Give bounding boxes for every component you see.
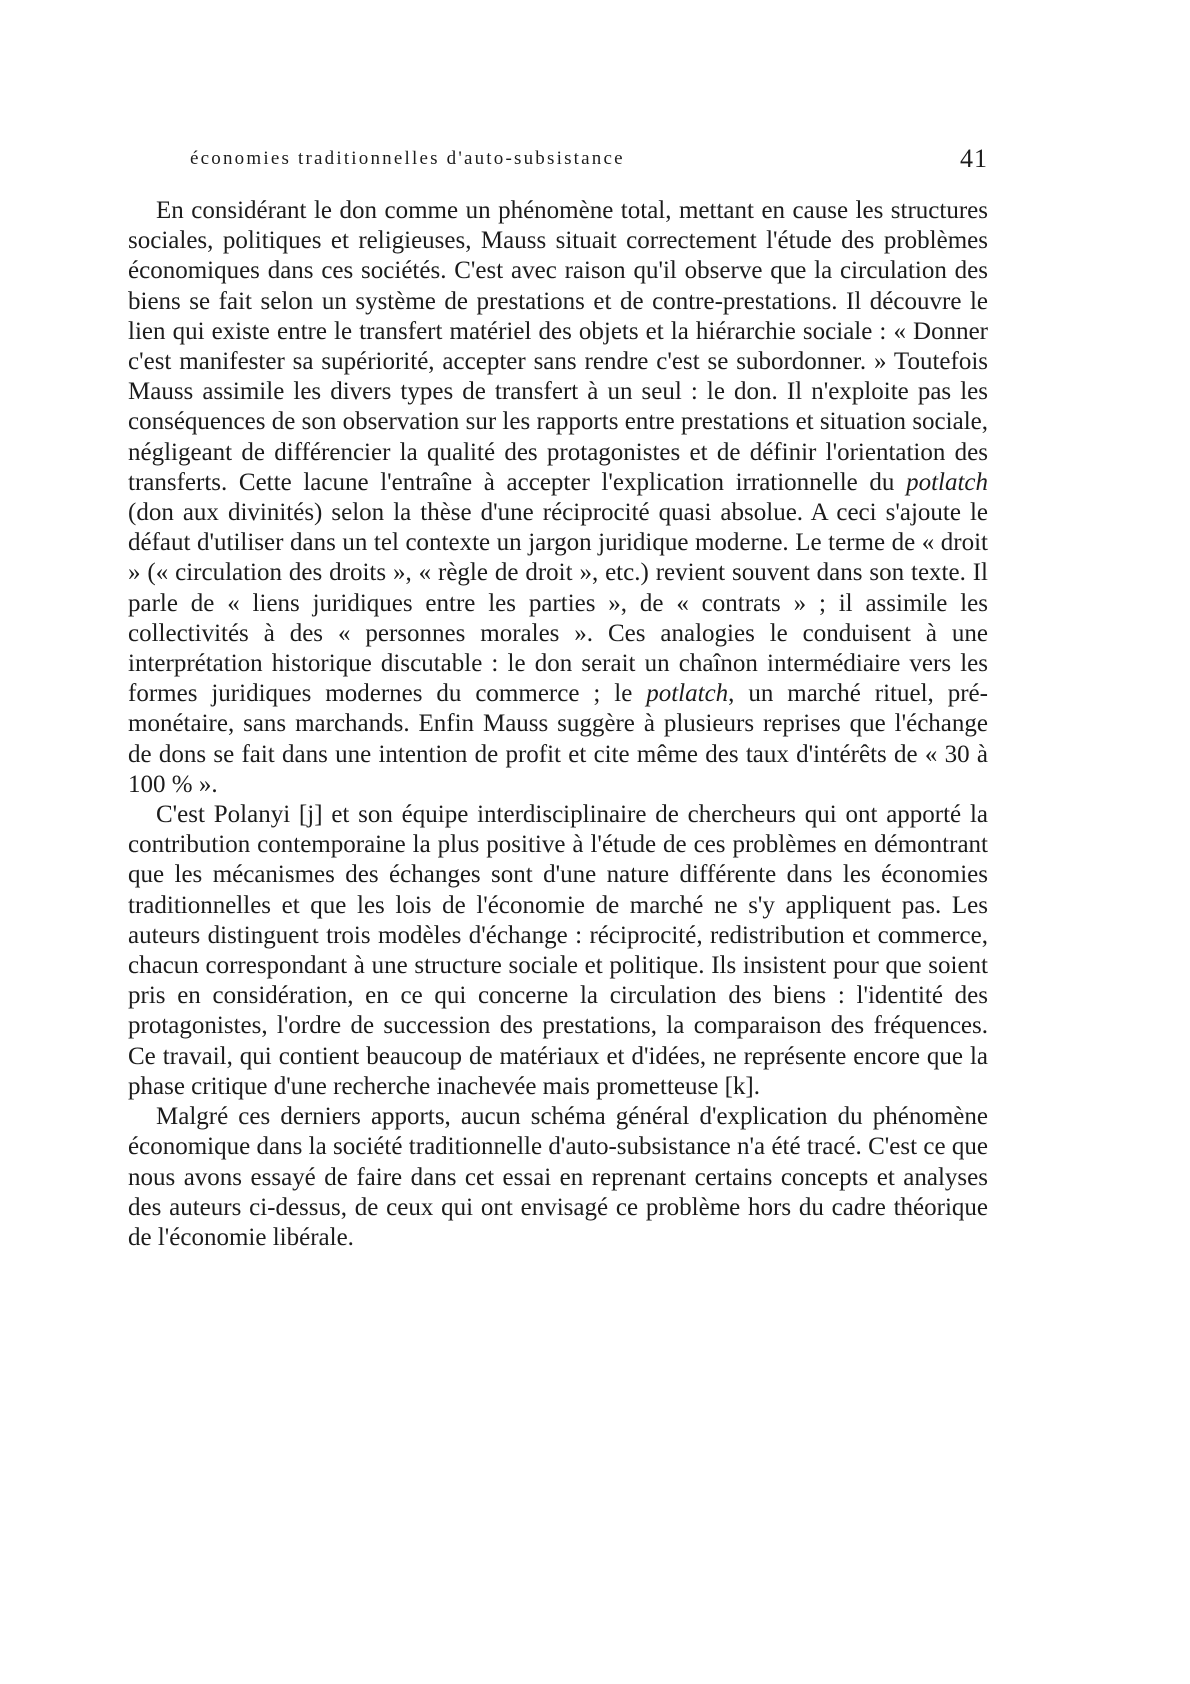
- running-title: économies traditionnelles d'auto-subsistance: [190, 148, 625, 169]
- italic-term-potlatch: potlatch: [646, 680, 729, 708]
- paragraph-2: C'est Polanyi [j] et son équipe interdisciplinaire de chercheurs qui ont apporté la contribution contemporaine la plus positive à l'étude de ces problèmes en démontrant que les mécanismes des échanges sont d'une nature différente dans les économies traditionnelles et que les lois de l'économie de marché ne s'y appliquent pas. Les auteurs distinguent trois modèles d'échange : réciprocité, redistribution et commerce, chacun correspondant à une structure sociale et politique. Ils insistent pour que soient pris en considération, en ce qui concerne la circulation des biens : l'identité des protagonistes, l'ordre de succession des prestations, la comparaison des fréquences. Ce travail, qui contient beaucoup de matériaux et d'idées, ne représente encore que la phase critique d'une recherche inachevée mais prometteuse [k].: [128, 801, 988, 1100]
- paragraph-1: [128, 196, 988, 800]
- paragraph-3: Malgré ces derniers apports, aucun schéma général d'explication du phénomène économique dans la société traditionnelle d'auto-subsistance n'a été tracé. C'est ce que nous avons essayé de faire dans cet essai en reprenant certains concepts et analyses des auteurs ci-dessus, de ceux qui ont envisagé ce problème hors du cadre théorique de l'économie libérale.: [128, 1103, 988, 1251]
- running-head: [128, 144, 988, 178]
- paragraph-1-text-b: (don aux divinités) selon la thèse d'une réciprocité quasi absolue. A ceci s'ajoute le défaut d'utiliser dans un tel contexte un jargon juridique moderne. Le terme de « droit » (« circulation des droits », « règle de droit », etc.) revient souvent dans son texte. Il parle de « liens juridiques entre les parties », de « contrats » ; il assimile les collectivités à des « personnes morales ». Ces analogies le conduisent à une interprétation historique discutable : le don serait un chaînon intermédiaire vers les formes juridiques modernes du commerce ; le: [128, 499, 988, 708]
- paragraph-1-text-a: En considérant le don comme un phénomène total, mettant en cause les structures sociales, politiques et religieuses, Mauss situait correctement l'étude des problèmes économiques dans ces sociétés. C'est avec raison qu'il observe que la circulation des biens se fait selon un système de prestations et de contre-prestations. Il découvre le lien qui existe entre le transfert matériel des objets et la hiérarchie sociale : « Donner c'est manifester sa supériorité, accepter sans rendre c'est se subordonner. » Toutefois Mauss assimile les divers types de transfert à un seul : le don. Il n'exploite pas les conséquences de son observation sur les rapports entre prestations et situation sociale, négligeant de différencier la qualité des protagonistes et de définir l'orientation des transferts. Cette lacune l'entraîne à accepter l'explication irrationnelle du: [128, 197, 988, 496]
- body-text: [128, 196, 988, 1253]
- paragraph-1-text-c: , un marché rituel, pré-monétaire, sans marchands. Enfin Mauss suggère à plusieurs reprises que l'échange de dons se fait dans une intention de profit et cite même des taux d'intérêts de « 30 à 100 % ».: [128, 680, 988, 798]
- italic-term-potlatch: potlatch: [906, 468, 988, 496]
- page-number: 41: [960, 144, 988, 173]
